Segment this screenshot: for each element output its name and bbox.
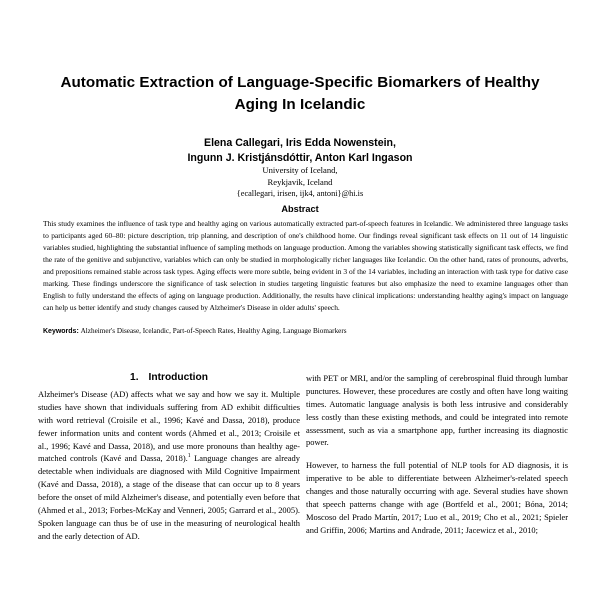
title-block — [0, 0, 600, 214]
body-column-left — [38, 372, 300, 600]
page-title: Automatic Extraction of Language-Specific Biomarkers of Healthy Aging In Icelandic — [60, 74, 540, 113]
keywords-value: Alzheimer's Disease, Icelandic, Part-of-Speech Rates, Healthy Aging, Language Biomarkers — [80, 327, 347, 336]
affiliation-line-1: University of Iceland, — [262, 165, 338, 176]
paragraph-right-1: with PET or MRI, and/or the sampling of cerebrospinal fluid through lumbar punctures. However, these procedures are costly and often have long waiting times. Automatic language analysis is both less intrusive and considerably less costly than these existing methods, and could be integrated into remote assessment, such as via a smartphone app, further increasing its diagnostic power. — [306, 373, 568, 448]
author-emails: {ecallegari, irisen, ijk4, antoni}@hi.is — [236, 189, 364, 199]
section-number: 1. — [130, 372, 139, 383]
abstract-section — [43, 218, 568, 315]
paragraph-right-2: However, to harness the full potential of NLP tools for AD diagnosis, it is imperative to be able to differentiate between Alzheimer's-related speech changes and those naturally occurring with age. Several studies have shown that speech patterns change with age (Bortfeld et al., 2001; Bóna, 2014; Moscoso del Prado Martín, 2017; Luo et al., 2019; Cho et al., 2021; Spieler and Griffin, 2006; Martins and Andrade, 2011; Jacewicz et al., 2010; — [306, 460, 568, 535]
author-line-1: Elena Callegari, Iris Edda Nowenstein, — [204, 137, 396, 150]
paragraph-intro-1-part2: Language changes are already detectable when individuals are diagnosed with Mild Cognitive Impairment (Kavé and Dassa, 2018), a stage of the disease that can occur up to 8 years before the onset of mild Alzheimer's disease, and potentially even before that (Ahmed et al., 2013; Forbes-McKay and Venneri, 2005; Garrard et al., 2005). Spoken language can thus be of use in the measuring of neurological health and the early detection of AD. — [38, 453, 300, 541]
paragraph-intro-1-part1: Alzheimer's Disease (AD) affects what we say and how we say it. Multiple studies have shown that individuals suffering from AD exhibit difficulties with word retrieval (Croisile et al., 1996; Kavé and Dassa, 2018), produce fewer information units and content words (Ahmed et al., 2013; Croisile et al., 1996; Kavé and Dassa, 2018), and use more pronouns than healthy age-matched controls (Kavé and Dassa, 2018). — [38, 389, 300, 464]
body-column-right — [306, 372, 568, 600]
paragraph-intro-1 — [38, 388, 300, 543]
abstract-text: This study examines the influence of task type and healthy aging on various automatically extracted part-of-speech features in Icelandic. We administered three language tasks to participants aged 60–80: picture description, trip planning, and description of one's childhood home. Our findings reveal significant task effects on 11 out of 14 linguistic variables studied, highlighting the substantial influence of sampling methods on language production. Among the variables showing statistically significant task effects, we find the rate of the genitive and subjunctive, variables which can only be studied in morphologically richer languages like Icelandic. On the other hand, rates of pronouns, adverbs, and prepositions remained stable across task types. Aging effects were more subtle, being evident in 3 of the 14 variables, including an interaction with task type for dative case marking. These findings underscore the significance of task selection in studies targeting linguistic features but also emphasize the need to examine languages other than English to fully understand the effects of aging on language production. Additionally, the results have clinical implications: understanding healthy aging's impact on language can help us better identify and study changes caused by Alzheimer's Disease in older adults' speech. — [43, 218, 568, 313]
footnote-marker[interactable]: 1 — [187, 453, 191, 460]
body-columns — [0, 372, 600, 600]
author-line-2: Ingunn J. Kristjánsdóttir, Anton Karl Ingason — [187, 151, 413, 164]
affiliation-line-2: Reykjavik, Iceland — [267, 176, 333, 187]
section-heading-introduction — [38, 372, 300, 383]
abstract-heading: Abstract — [281, 203, 319, 214]
keywords-label: Keywords: — [43, 328, 79, 336]
author-block — [56, 136, 544, 200]
keywords-line — [43, 326, 568, 338]
section-title: Introduction — [148, 372, 208, 383]
